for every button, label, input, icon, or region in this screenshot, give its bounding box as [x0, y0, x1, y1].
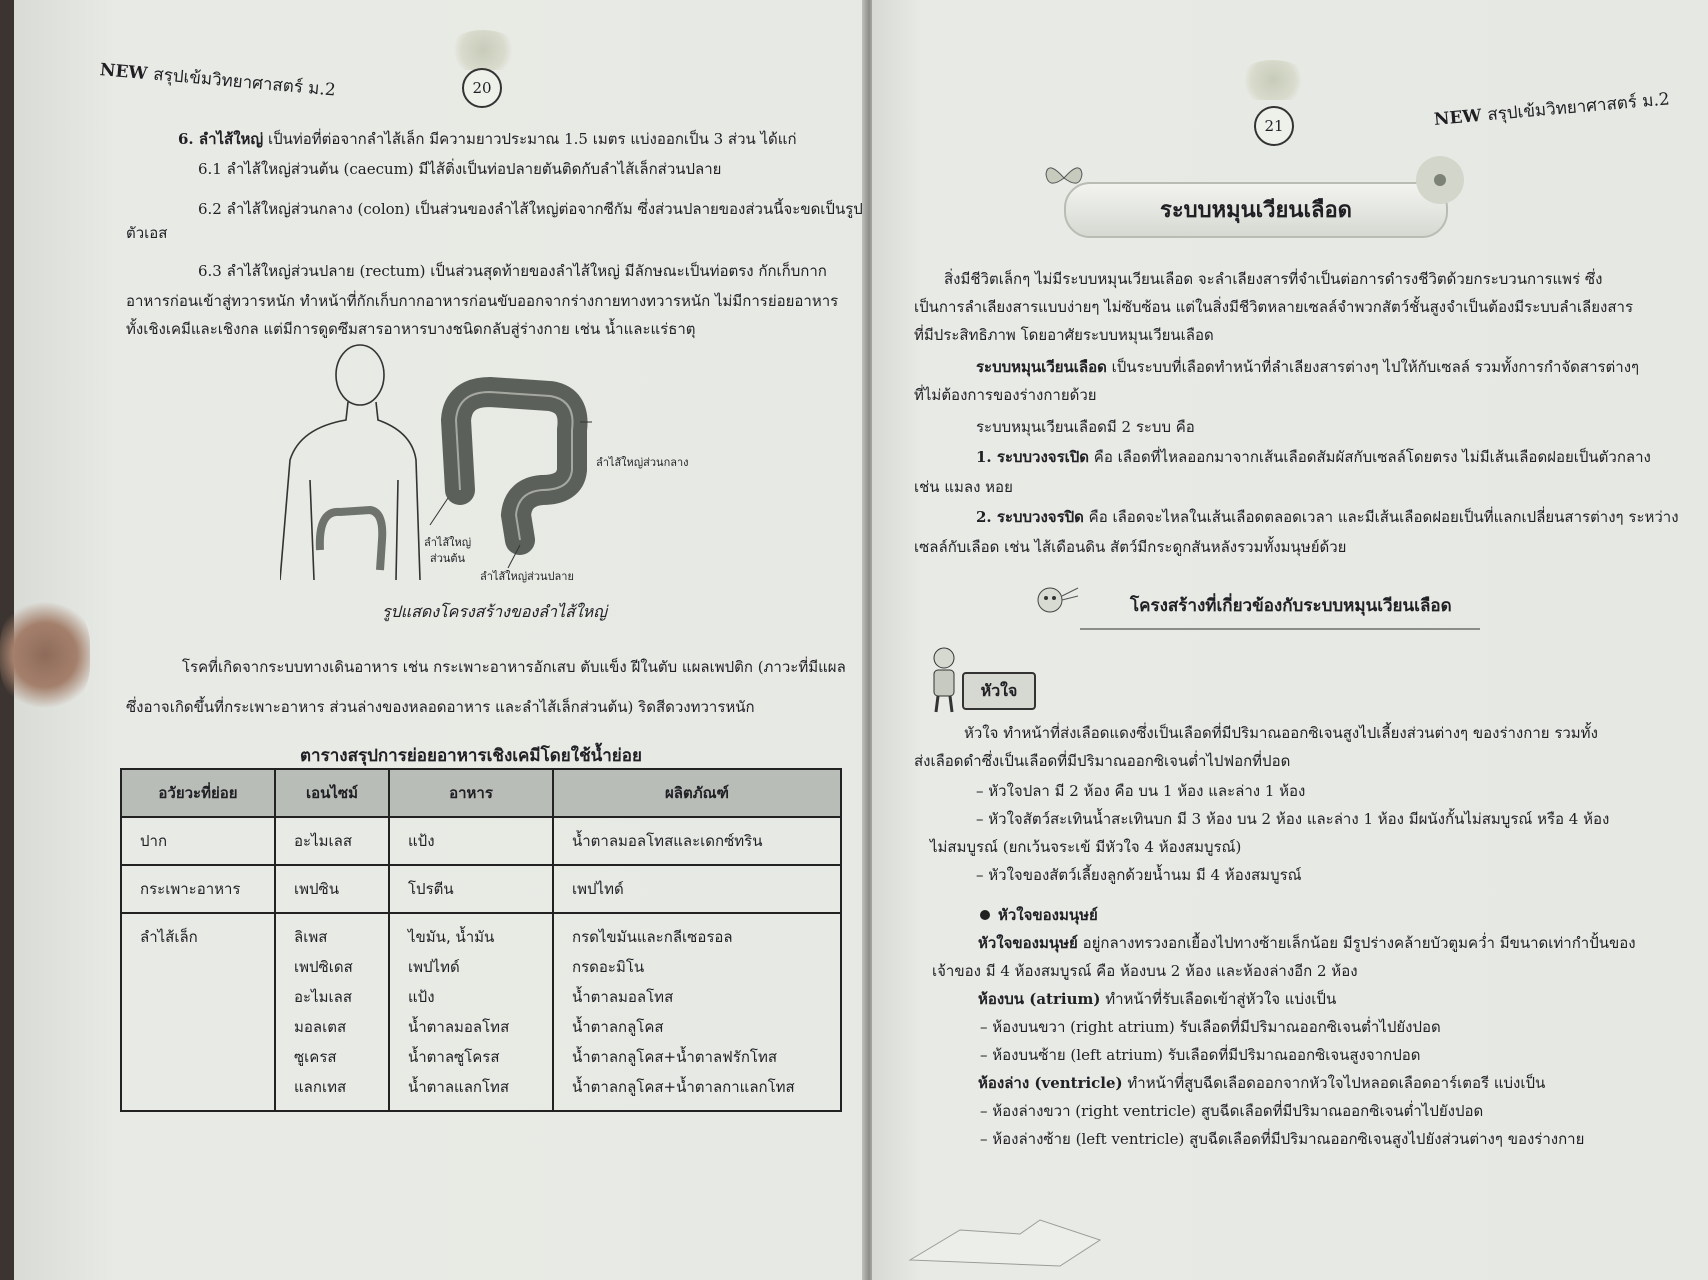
heading-ribbon [1080, 628, 1480, 630]
heart-para-line2: ส่งเลือดดำซึ่งเป็นเลือดที่มีปริมาณออกซิเจนต่ำไปฟอกที่ปอด [914, 752, 1291, 770]
food-item: แป้ง [408, 988, 435, 1006]
para-6-3-line2: อาหารก่อนเข้าสู่ทวารหนัก ทำหน้าที่กักเก็บกากอาหารก่อนขับออกจากร่างกายทางทวารหนัก ไม่มีการย่อยอาหาร [126, 292, 839, 310]
definition-para-line2: ที่ไม่ต้องการของร่างกายด้วย [914, 386, 1097, 404]
amphibian-heart: – หัวใจสัตว์สะเทินน้ำสะเทินบก มี 3 ห้อง บน 2 ห้อง และล่าง 1 ห้อง มีผนังกั้นไม่สมบูรณ์ หรือ 4 ห้อง [976, 810, 1610, 828]
cell-organ: ลำไส้เล็ก [121, 913, 275, 1111]
label-rectum: ลำไส้ใหญ่ส่วนปลาย [480, 570, 574, 583]
flower-ornament [448, 30, 518, 70]
structure-heading: โครงสร้างที่เกี่ยวข้องกับระบบหมุนเวียนเลือด [1130, 596, 1452, 616]
cell-organ: ปาก [121, 817, 275, 865]
label-line-caecum [430, 498, 448, 525]
cell-food: โปรตีน [389, 865, 553, 913]
right-atrium-line: – ห้องบนขวา (right atrium) รับเลือดที่มีปริมาณออกซิเจนต่ำไปยังปอด [980, 1018, 1441, 1036]
col-food: อาหาร [389, 769, 553, 817]
table-row [121, 913, 841, 1111]
figure-caption: รูปแสดงโครงสร้างของลำไส้ใหญ่ [382, 602, 607, 621]
cell-organ: กระเพาะอาหาร [121, 865, 275, 913]
para-6-3-line3: ทั้งเชิงเคมีและเชิงกล แต่มีการดูดซึมสารอาหารบางชนิดกลับสู่ร่างกาย เช่น น้ำและแร่ธาตุ [126, 320, 696, 338]
human-heart-heading: หัวใจของมนุษย์ [980, 904, 1098, 926]
enzyme-item: เพปซิเดส [294, 958, 353, 976]
product-item: น้ำตาลมอลโทส [572, 988, 674, 1006]
intro-para: สิ่งมีชีวิตเล็กๆ ไม่มีระบบหมุนเวียนเลือด จะลำเลียงสารที่จำเป็นต่อการดำรงชีวิตด้วยกระบวนการแพร่ ซึ่ง [944, 270, 1603, 288]
food-item: เพปไทด์ [408, 958, 460, 976]
table-row [121, 865, 841, 913]
cell-product: เพปไทด์ [553, 865, 841, 913]
paper-scrap [900, 1210, 1120, 1270]
table-title: ตารางสรุปการย่อยอาหารเชิงเคมีโดยใช้น้ำย่อย [300, 746, 642, 766]
product-item: น้ำตาลกลูโคส [572, 1018, 664, 1036]
human-heart-para: หัวใจของมนุษย์ อยู่กลางทรวงอกเยื้องไปทางซ้ายเล็กน้อย มีรูปร่างคล้ายบัวตูมคว่ำ มีขนาดเท่ากำปั้นของ [978, 934, 1636, 952]
atrium-para: ห้องบน (atrium) ทำหน้าที่รับเลือดเข้าสู่หัวใจ แบ่งเป็น [978, 990, 1337, 1008]
page-number: 20 [462, 68, 502, 108]
enzyme-item: ลิเพส [294, 928, 328, 946]
running-head: NEW สรุปเข้มวิทยาศาสตร์ ม.2 [99, 60, 337, 101]
disease-para-line2: ซึ่งอาจเกิดขึ้นที่กระเพาะอาหาร ส่วนล่างของหลอดอาหาร และลำไส้เล็กส่วนต้น) ริดสีดวงทวารหนัก [126, 698, 755, 716]
boy-mascot-icon [924, 644, 964, 714]
food-item: ไขมัน, น้ำมัน [408, 928, 495, 946]
product-item: กรดไขมันและกลีเซอรอล [572, 928, 733, 946]
page-stain [0, 600, 90, 710]
disease-para: โรคที่เกิดจากระบบทางเดินอาหาร เช่น กระเพาะอาหารอักเสบ ตับแข็ง ฝีในตับ แผลเพปติก (ภาวะที่มีแผล [182, 658, 846, 676]
mammal-heart: – หัวใจของสัตว์เลี้ยงลูกด้วยน้ำนม มี 4 ห้องสมบูรณ์ [976, 866, 1302, 884]
heart-para: หัวใจ ทำหน้าที่ส่งเลือดแดงซึ่งเป็นเลือดที่มีปริมาณออกซิเจนสูงไปเลี้ยงส่วนต่างๆ ของร่างกาย รวมทั้ง [964, 724, 1598, 742]
para-6-2-cont: ตัวเอส [126, 224, 168, 242]
col-product: ผลิตภัณฑ์ [553, 769, 841, 817]
intro-para-line3: ที่มีประสิทธิภาพ โดยอาศัยระบบหมุนเวียนเลือด [914, 326, 1214, 344]
closed-system-line2: เซลล์กับเลือด เช่น ไส้เดือนดิน สัตว์มีกระดูกสันหลังรวมทั้งมนุษย์ด้วย [914, 538, 1347, 556]
page-number: 21 [1254, 106, 1294, 146]
human-torso-outline [280, 345, 420, 580]
para-6-3: 6.3 ลำไส้ใหญ่ส่วนปลาย (rectum) เป็นส่วนสุดท้ายของลำไส้ใหญ่ มีลักษณะเป็นท่อตรง กักเก็บกาก [198, 262, 827, 280]
food-item: น้ำตาลมอลโทส [408, 1018, 510, 1036]
enlarged-colon [456, 392, 573, 540]
cell-foods [389, 913, 553, 1111]
product-item: กรดอะมิโน [572, 958, 645, 976]
intro-para-line2: เป็นการลำเลียงสารแบบง่ายๆ ไม่ซับซ้อน แต่ในสิ่งมีชีวิตหลายเซลล์จำพวกสัตว์ชั้นสูงจำเป็นต้องมีระบบลำเลียงสาร [914, 298, 1633, 316]
chapter-banner: ระบบหมุนเวียนเลือด [1064, 182, 1448, 238]
cell-food: แป้ง [389, 817, 553, 865]
flower-ornament [1238, 60, 1308, 100]
left-atrium-line: – ห้องบนซ้าย (left atrium) รับเลือดที่มีปริมาณออกซิเจนสูงจากปอด [980, 1046, 1421, 1064]
table-header-row [121, 769, 841, 817]
definition-para: ระบบหมุนเวียนเลือด เป็นระบบที่เลือดทำหน้าที่ลำเลียงสารต่างๆ ไปให้กับเซลล์ รวมทั้งการกำจัดสารต่างๆ [976, 358, 1640, 376]
fish-heart: – หัวใจปลา มี 2 ห้อง คือ บน 1 ห้อง และล่าง 1 ห้อง [976, 782, 1306, 800]
ventricle-para: ห้องล่าง (ventricle) ทำหน้าที่สูบฉีดเลือดออกจากหัวใจไปหลอดเลือดอาร์เตอรี แบ่งเป็น [978, 1074, 1546, 1092]
cell-product: น้ำตาลมอลโทสและเดกซ์ทริน [553, 817, 841, 865]
table-row [121, 817, 841, 865]
col-organ: อวัยวะที่ย่อย [121, 769, 275, 817]
cell-enzymes [275, 913, 389, 1111]
para-6-1: 6.1 ลำไส้ใหญ่ส่วนต้น (caecum) มีไส้ติ่งเป็นท่อปลายตันติดกับลำไส้เล็กส่วนปลาย [198, 160, 722, 178]
para-6-2: 6.2 ลำไส้ใหญ่ส่วนกลาง (colon) เป็นส่วนของลำไส้ใหญ่ต่อจากซีกัม ซึ่งส่วนปลายของส่วนนี้จะขดเป็นรูป [198, 200, 863, 218]
enzyme-item: แลกเทส [294, 1078, 347, 1096]
product-item: น้ำตาลกลูโคส+น้ำตาลกาแลกโทส [572, 1078, 795, 1096]
small-colon-in-torso [320, 510, 382, 570]
cell-products [553, 913, 841, 1111]
digestion-table [120, 768, 842, 1112]
open-system-para: 1. ระบบวงจรเปิด คือ เลือดที่ไหลออกมาจากเส้นเลือดสัมผัสกับเซลล์โดยตรง ไม่มีเส้นเลือดฝอยเป็นตัวกลาง [976, 448, 1651, 466]
cell-enzyme: อะไมเลส [275, 817, 389, 865]
amphibian-heart-line2: ไม่สมบูรณ์ (ยกเว้นจระเข้ มีหัวใจ 4 ห้องสมบูรณ์) [930, 838, 1242, 856]
cartoon-character-icon [1034, 584, 1080, 630]
label-colon: ลำไส้ใหญ่ส่วนกลาง [596, 456, 689, 469]
enzyme-item: อะไมเลส [294, 988, 352, 1006]
enzyme-item: ซูเครส [294, 1048, 337, 1066]
food-item: น้ำตาลแลกโทส [408, 1078, 510, 1096]
flower-bloom-icon [1410, 150, 1470, 210]
two-systems-line: ระบบหมุนเวียนเลือดมี 2 ระบบ คือ [976, 418, 1195, 436]
label-caecum-1: ลำไส้ใหญ่ [424, 536, 472, 549]
human-heart-line2: เจ้าของ มี 4 ห้องสมบูรณ์ คือ ห้องบน 2 ห้อง และห้องล่างอีก 2 ห้อง [932, 962, 1358, 980]
left-ventricle-line: – ห้องล่างซ้าย (left ventricle) สูบฉีดเลือดที่มีปริมาณออกซิเจนสูงไปยังส่วนต่างๆ ของร่างกาย [980, 1130, 1585, 1148]
right-ventricle-line: – ห้องล่างขวา (right ventricle) สูบฉีดเลือดที่มีปริมาณออกซิเจนต่ำไปยังปอด [980, 1102, 1484, 1120]
label-caecum-2: ส่วนต้น [430, 552, 466, 565]
product-item: น้ำตาลกลูโคส+น้ำตาลฟรักโทส [572, 1048, 778, 1066]
closed-system-para: 2. ระบบวงจรปิด คือ เลือดจะไหลในเส้นเลือดตลอดเวลา และมีเส้นเลือดฝอยเป็นที่แลกเปลี่ยนสารต่างๆ ระหว่าง [976, 508, 1679, 526]
cell-enzyme: เพปซิน [275, 865, 389, 913]
open-system-line2: เช่น แมลง หอย [914, 478, 1013, 496]
heart-label-box: หัวใจ [962, 672, 1036, 710]
col-enzyme: เอนไซม์ [275, 769, 389, 817]
running-head: NEW สรุปเข้มวิทยาศาสตร์ ม.2 [1433, 89, 1671, 130]
food-item: น้ำตาลซูโครส [408, 1048, 500, 1066]
para-6: 6. ลำไส้ใหญ่ เป็นท่อที่ต่อจากลำไส้เล็ก มีความยาวประมาณ 1.5 เมตร แบ่งออกเป็น 3 ส่วน ได้แก่ [178, 130, 797, 148]
enzyme-item: มอลเตส [294, 1018, 347, 1036]
bullet-icon [980, 910, 990, 920]
